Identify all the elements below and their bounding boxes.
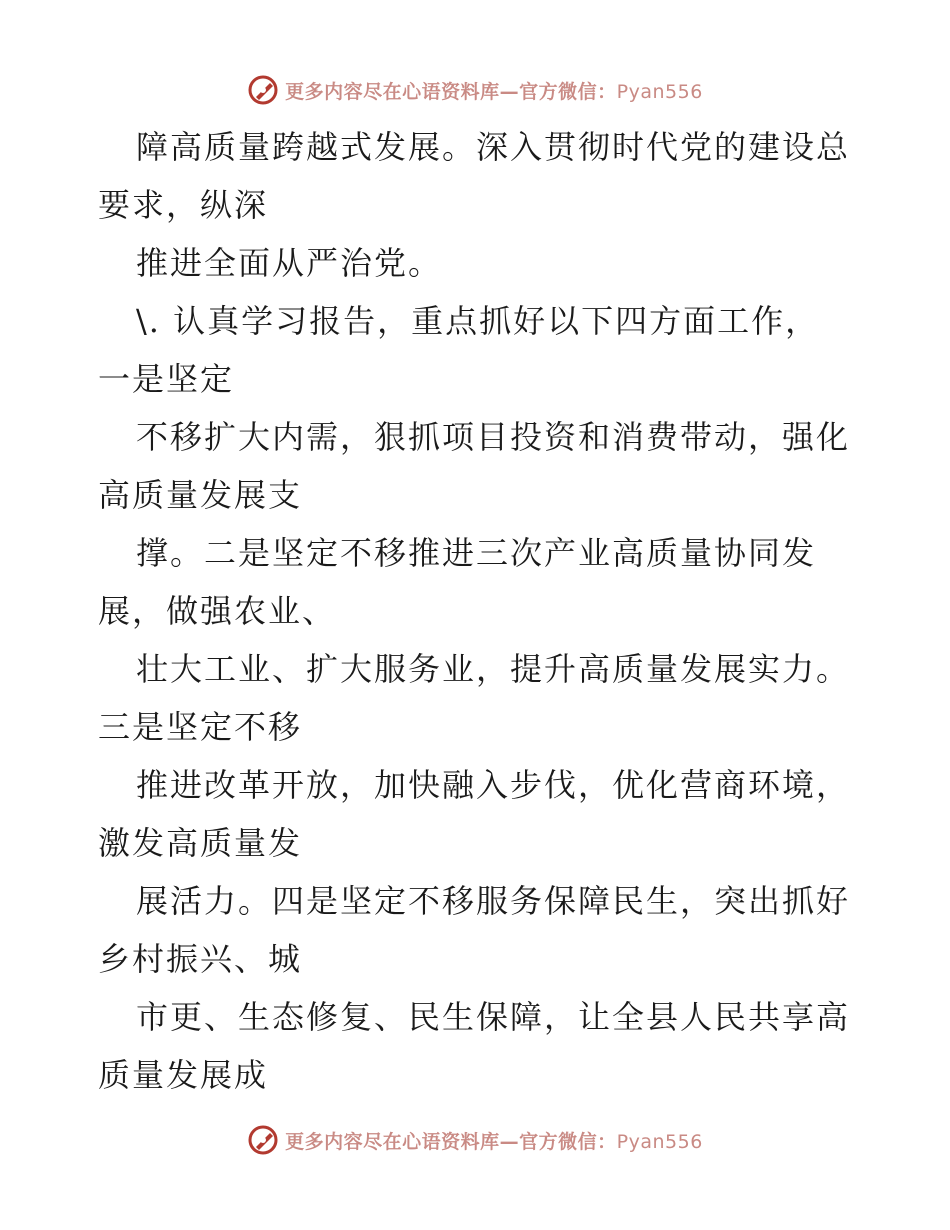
body-line: \. 认真学习报告，重点抓好以下四方面工作，	[136, 302, 820, 340]
body-line: 高质量发展支	[98, 476, 303, 514]
body-line: 撑。二是坚定不移推进三次产业高质量协同发	[136, 534, 817, 572]
body-line: 壮大工业、扩大服务业，提升高质量发展实力。	[136, 650, 851, 688]
header-banner	[0, 72, 950, 108]
body-line: 展，做强农业、	[98, 592, 337, 630]
body-line: 质量发展成	[98, 1056, 269, 1094]
body-line: 障高质量跨越式发展。深入贯彻时代党的建设总	[136, 128, 851, 166]
body-line: 推进全面从严治党。	[136, 244, 443, 282]
body-line: 不移扩大内需，狠抓项目投资和消费带动，强化	[136, 418, 851, 456]
red-pen-circle-logo-icon	[247, 1124, 279, 1156]
body-line: 推进改革开放，加快融入步伐，优化营商环境，	[136, 766, 851, 804]
body-line: 乡村振兴、城	[98, 940, 303, 978]
body-line: 一是坚定	[98, 360, 235, 398]
footer-banner	[0, 1122, 950, 1158]
red-pen-circle-logo-icon	[247, 74, 279, 106]
body-line: 展活力。四是坚定不移服务保障民生，突出抓好	[136, 882, 851, 920]
body-line: 市更、生态修复、民生保障，让全县人民共享高	[136, 998, 851, 1036]
body-line: 要求，纵深	[98, 186, 269, 224]
document-body	[98, 118, 868, 1104]
footer-banner-text: 更多内容尽在心语资料库—官方微信：Pyan556	[285, 1130, 703, 1153]
header-banner-text: 更多内容尽在心语资料库—官方微信：Pyan556	[285, 80, 703, 103]
body-line: 激发高质量发	[98, 824, 303, 862]
body-line: 三是坚定不移	[98, 708, 303, 746]
